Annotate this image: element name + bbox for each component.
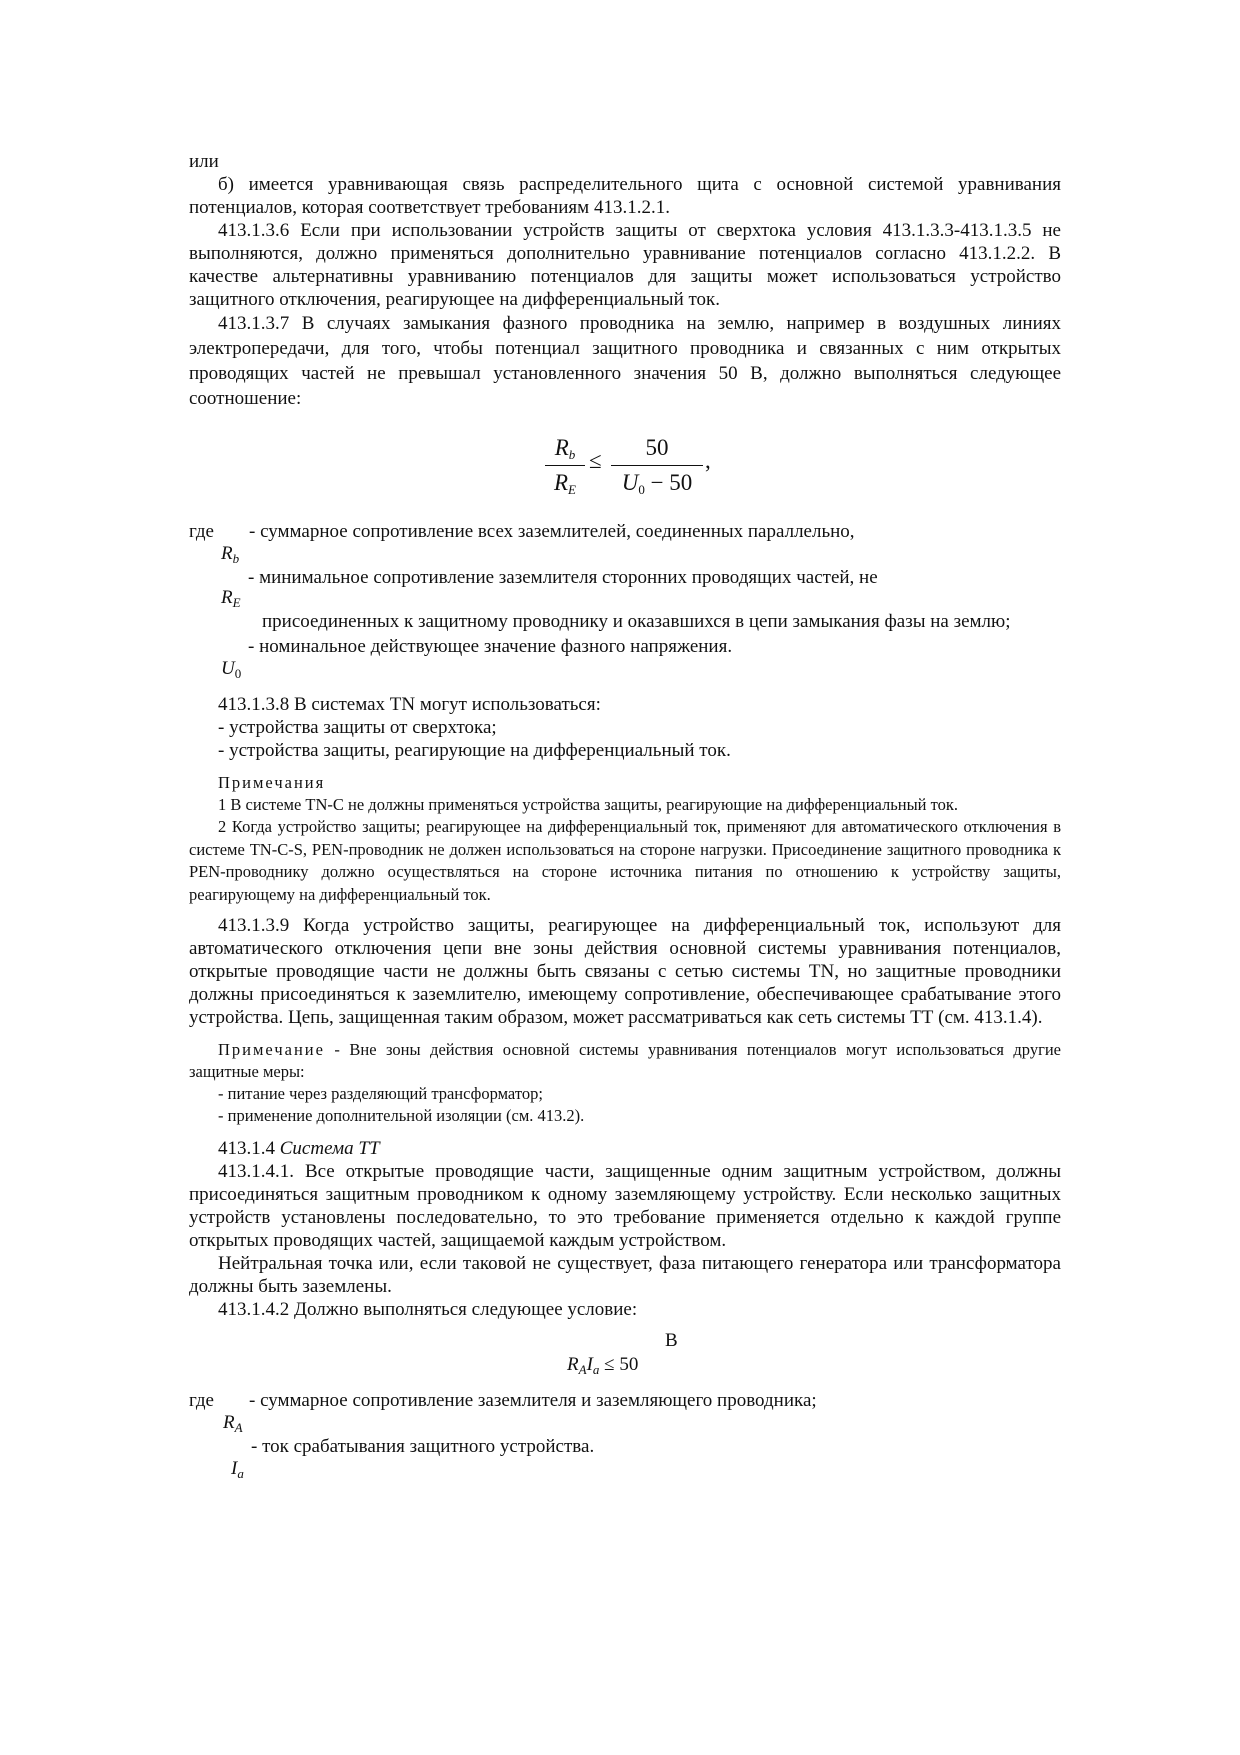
paragraph-b: б) имеется уравнивающая связь распределительного щита с основной системой уравнивания потенциалов, которая соответствует требованиям 413.1.2.1.: [189, 174, 1061, 218]
formula-ratio: $\frac{R_b}{R_E}$ ≤ $\frac{50}{U_0 - 50}$ ,: [189, 419, 1061, 514]
symbol-ia: $I_a$: [231, 1458, 244, 1481]
formula-left-fraction: $\frac{R_b}{R_E}$: [545, 431, 585, 500]
definition-u0: - номинальное действующее значение фазного напряжения. $U_0$: [221, 636, 733, 681]
list-item: - устройства защиты от сверхтока;: [218, 717, 497, 738]
note-3-list-item: - применение дополнительной изоляции (см. 413.2).: [218, 1106, 585, 1125]
symbol-re: $R_E$: [221, 587, 241, 610]
paragraph-413137: 413.1.3.7 В случаях замыкания фазного проводника на землю, например в воздушных линиях электропередачи, для того, чтобы потенциал защитного проводника и связанных с ним открытых проводящих частей не превышал установленного значения 50 В, должно выполняться следующее соотношение:: [189, 313, 1061, 409]
paragraph-413139: 413.1.3.9 Когда устройство защиты, реагирующее на дифференциальный ток, используют для автоматического отключения цепи вне зоны действия основной системы уравнивания потенциалов, открытые проводящие части не должны быть связаны с сетью системы TN, но защитные проводники должны присоединяться к заземлителю, имеющему сопротивление, обеспечивающее срабатывание этого устройства. Цепь, защищенная таким образом, может рассматриваться как сеть системы ТТ (см. 413.1.4).: [189, 915, 1061, 1028]
formula-right-fraction: $\frac{50}{U_0 - 50}$: [611, 431, 703, 500]
notes-title: Примечания: [218, 773, 326, 792]
note-3: Примечание - Вне зоны действия основной системы уравнивания потенциалов могут использоваться другие защитные меры:: [189, 1040, 1061, 1081]
definition-rb: где - суммарное сопротивление всех заземлителей, соединенных параллельно, $R_b$: [189, 521, 855, 566]
formula-relation: ≤: [589, 448, 602, 473]
note-2: 2 Когда устройство защиты; реагирующее на дифференциальный ток, применяют для автоматического отключения в системе TN-C-S, PEN-проводник не должен использоваться на стороне нагрузки. Присоединение защитного проводника к PEN-проводнику должно осуществляться на стороне источника питания по отношению к устройству защиты, реагирующему на дифференциальный ток.: [189, 817, 1061, 904]
definition-ia: - ток срабатывания защитного устройства. $I_a$: [231, 1436, 595, 1481]
document-page: [189, 150, 1061, 1481]
formula-unit: В: [665, 1330, 678, 1351]
symbol-rb: $R_b$: [221, 543, 240, 566]
definition-re: - минимальное сопротивление заземлителя сторонних проводящих частей, не $R_E$: [221, 567, 878, 610]
definition-re-continued: присоединенных к защитному проводнику и оказавшихся в цепи замыкания фазы на землю;: [262, 611, 1011, 632]
section-heading-tt: 413.1.4 Система ТТ: [218, 1138, 380, 1159]
paragraph-41412: 413.1.4.2 Должно выполняться следующее условие:: [218, 1299, 638, 1320]
note-1: 1 В системе TN-C не должны применяться устройства защиты, реагирующие на дифференциальный ток.: [218, 795, 959, 814]
formula-condition: [189, 1325, 1061, 1383]
list-item: - устройства защиты, реагирующие на дифференциальный ток.: [218, 740, 731, 761]
symbol-ra: $R_A$: [223, 1412, 243, 1435]
paragraph-41411: 413.1.4.1. Все открытые проводящие части, защищенные одним защитным устройством, должны присоединяться защитным проводником к одному заземляющему устройству. Если несколько защитных устройств установлены последовательно, то это требование применяется отдельно к каждой группе открытых проводящих частей, защищаемой каждым устройством.: [189, 1161, 1061, 1251]
paragraph-or: или: [189, 151, 219, 172]
paragraph-neutral: Нейтральная точка или, если таковой не существует, фаза питающего генератора или трансформатора должны быть заземлены.: [189, 1253, 1061, 1297]
paragraph-413136: 413.1.3.6 Если при использовании устройств защиты от сверхтока условия 413.1.3.3-413.1.3.5 не выполняются, должно применяться дополнительно уравнивание потенциалов согласно 413.1.2.2. В качестве альтернативны уравниванию потенциалов для защиты может использоваться устройство защитного отключения, реагирующее на дифференциальный ток.: [189, 220, 1061, 310]
symbol-u0: $U_0$: [221, 658, 242, 681]
definition-ra: где - суммарное сопротивление заземлителя и заземляющего проводника; $R_A$: [189, 1390, 817, 1435]
formula-expression: $R_AI_a \le 50$: [567, 1354, 639, 1377]
paragraph-413138: 413.1.3.8 В системах TN могут использоваться:: [218, 694, 601, 715]
note-3-list-item: - питание через разделяющий трансформатор;: [218, 1084, 543, 1103]
